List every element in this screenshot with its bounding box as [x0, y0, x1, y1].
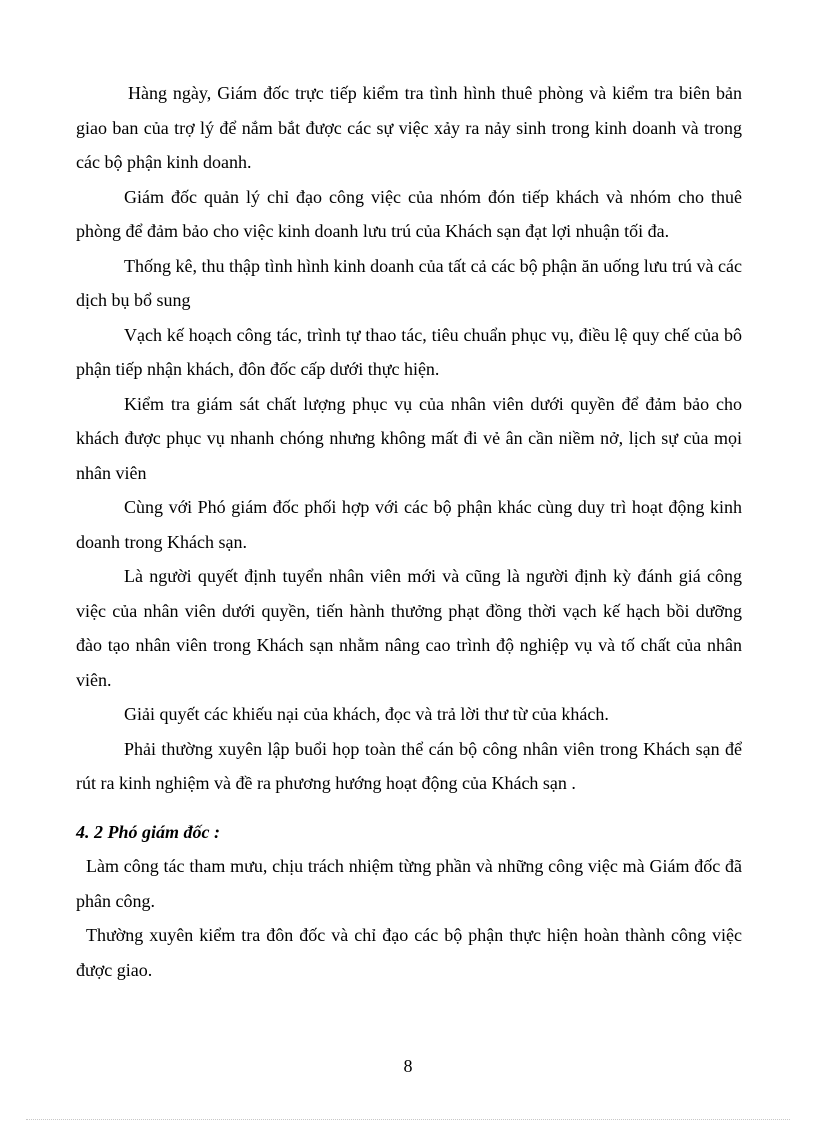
section-heading: 4. 2 Phó giám đốc :: [76, 821, 220, 842]
paragraph-complaints: Giải quyết các khiếu nại của khách, đọc và trả lời thư từ của khách.: [124, 704, 609, 724]
paragraph-deputy-advisory: Làm công tác tham mưu, chịu trách nhiệm từng phần và những công việc mà Giám đốc đã phân công.: [76, 856, 742, 911]
body-text: [76, 76, 742, 987]
paragraph-deputy-supervision: Thường xuyên kiểm tra đôn đốc và chỉ đạo các bộ phận thực hiện hoàn thành công việc được giao.: [76, 925, 742, 980]
paragraph-statistics: Thống kê, thu thập tình hình kinh doanh của tất cả các bộ phận ăn uống lưu trú và các dịch bụ bổ sung: [76, 255, 742, 310]
page-number: 8: [403, 1056, 413, 1076]
paragraph-recruitment: Là người quyết định tuyển nhân viên mới và cũng là người định kỳ đánh giá công việc của nhân viên dưới quyền, tiến hành thưởng phạt đồng thời vạch kế hạch bồi dưỡng đào tạo nhân viên trong Khách sạn nhằm nâng cao trình độ nghiệp vụ và tố chất của nhân viên.: [76, 566, 742, 690]
paragraph-meetings: Phải thường xuyên lập buổi họp toàn thể cán bộ công nhân viên trong Khách sạn để rút ra kinh nghiệm và đề ra phương hướng hoạt động của Khách sạn .: [76, 738, 742, 793]
paragraph-director-manage-groups: Giám đốc quản lý chỉ đạo công việc của nhóm đón tiếp khách và nhóm cho thuê phòng để đảm bảo cho việc kinh doanh lưu trú của Khách sạn đạt lợi nhuận tối đa.: [76, 186, 742, 241]
page-bottom-divider: [26, 1119, 790, 1120]
paragraph-coordinate-deputy: Cùng với Phó giám đốc phối hợp với các bộ phận khác cùng duy trì hoạt động kinh doanh trong Khách sạn.: [76, 497, 742, 552]
paragraph-quality-check: Kiểm tra giám sát chất lượng phục vụ của nhân viên dưới quyền để đảm bảo cho khách được phục vụ nhanh chóng nhưng không mất đi vẻ ân cần niềm nở, lịch sự của mọi nhân viên: [76, 393, 742, 483]
paragraph-director-daily-check: Hàng ngày, Giám đốc trực tiếp kiểm tra tình hình thuê phòng và kiểm tra biên bản giao ban của trợ lý để nắm bắt được các sự việc xảy ra nảy sinh trong kinh doanh và trong các bộ phận kinh doanh.: [76, 83, 742, 172]
paragraph-work-plan: Vạch kế hoạch công tác, trình tự thao tác, tiêu chuẩn phục vụ, điều lệ quy chế của bô phận tiếp nhận khách, đôn đốc cấp dưới thực hiện.: [76, 324, 742, 379]
